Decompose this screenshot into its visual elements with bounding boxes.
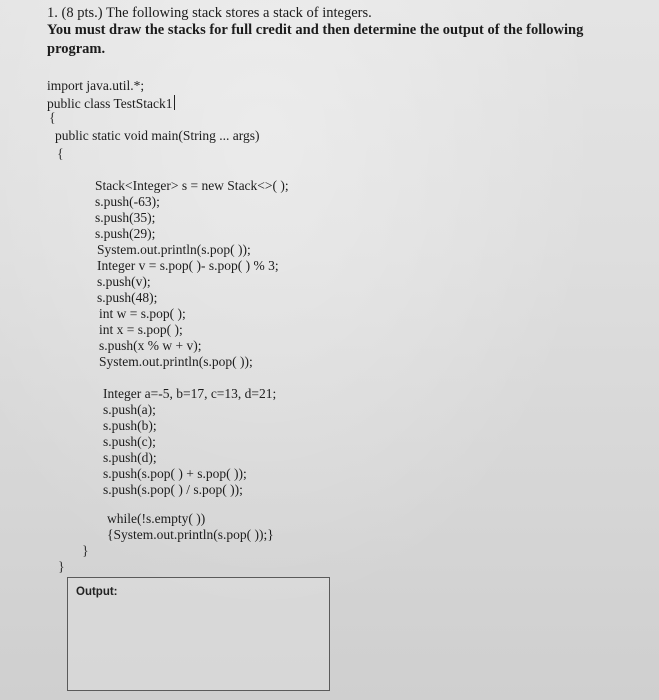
code-import: import java.util.*; <box>47 78 145 93</box>
code-line: Stack<Integer> s = new Stack<>( ); <box>95 178 289 193</box>
question-instruction: You must draw the stacks for full credit and then determine the output of the following <box>47 22 584 38</box>
code-line: s.push(b); <box>103 418 157 433</box>
code-line: s.push(29); <box>95 226 156 241</box>
code-line: s.push(48); <box>97 290 158 305</box>
code-line: int x = s.pop( ); <box>99 322 183 337</box>
code-line: s.push(-63); <box>95 194 160 209</box>
code-line: Integer a=-5, b=17, c=13, d=21; <box>103 386 277 401</box>
code-close-class-brace: } <box>58 560 65 575</box>
code-line: s.push(c); <box>103 434 156 449</box>
code-line: System.out.println(s.pop( )); <box>97 242 251 257</box>
code-open-main-brace: { <box>57 147 64 162</box>
output-answer-box[interactable] <box>67 577 330 691</box>
code-while-body: {System.out.println(s.pop( ));} <box>107 527 274 542</box>
code-line: s.push(v); <box>97 274 151 289</box>
code-line: s.push(s.pop( ) / s.pop( )); <box>103 482 243 497</box>
code-line: int w = s.pop( ); <box>99 306 186 321</box>
question-line-1 <box>47 6 372 21</box>
code-class-decl-text: public class TestStack1 <box>47 96 173 111</box>
code-line: s.push(x % w + v); <box>99 338 202 353</box>
code-class-decl <box>47 95 175 111</box>
question-points: (8 pts.) <box>61 5 103 21</box>
code-open-class-brace: { <box>49 111 56 126</box>
code-line: System.out.println(s.pop( )); <box>99 354 253 369</box>
code-close-main-brace: } <box>82 544 89 559</box>
code-line: s.push(s.pop( ) + s.pop( )); <box>103 466 247 481</box>
question-instruction-cont: program. <box>47 41 106 57</box>
question-intro: The following stack stores a stack of integers. <box>105 5 372 21</box>
output-label: Output: <box>76 586 118 598</box>
code-line: s.push(d); <box>103 450 157 465</box>
text-cursor <box>174 95 175 110</box>
code-line: s.push(a); <box>103 402 156 417</box>
code-line: s.push(35); <box>95 210 156 225</box>
code-while-line: while(!s.empty( )) <box>107 511 206 526</box>
question-number: 1. <box>47 5 58 21</box>
code-line: Integer v = s.pop( )- s.pop( ) % 3; <box>97 258 279 273</box>
code-main-decl: public static void main(String ... args) <box>55 128 260 143</box>
